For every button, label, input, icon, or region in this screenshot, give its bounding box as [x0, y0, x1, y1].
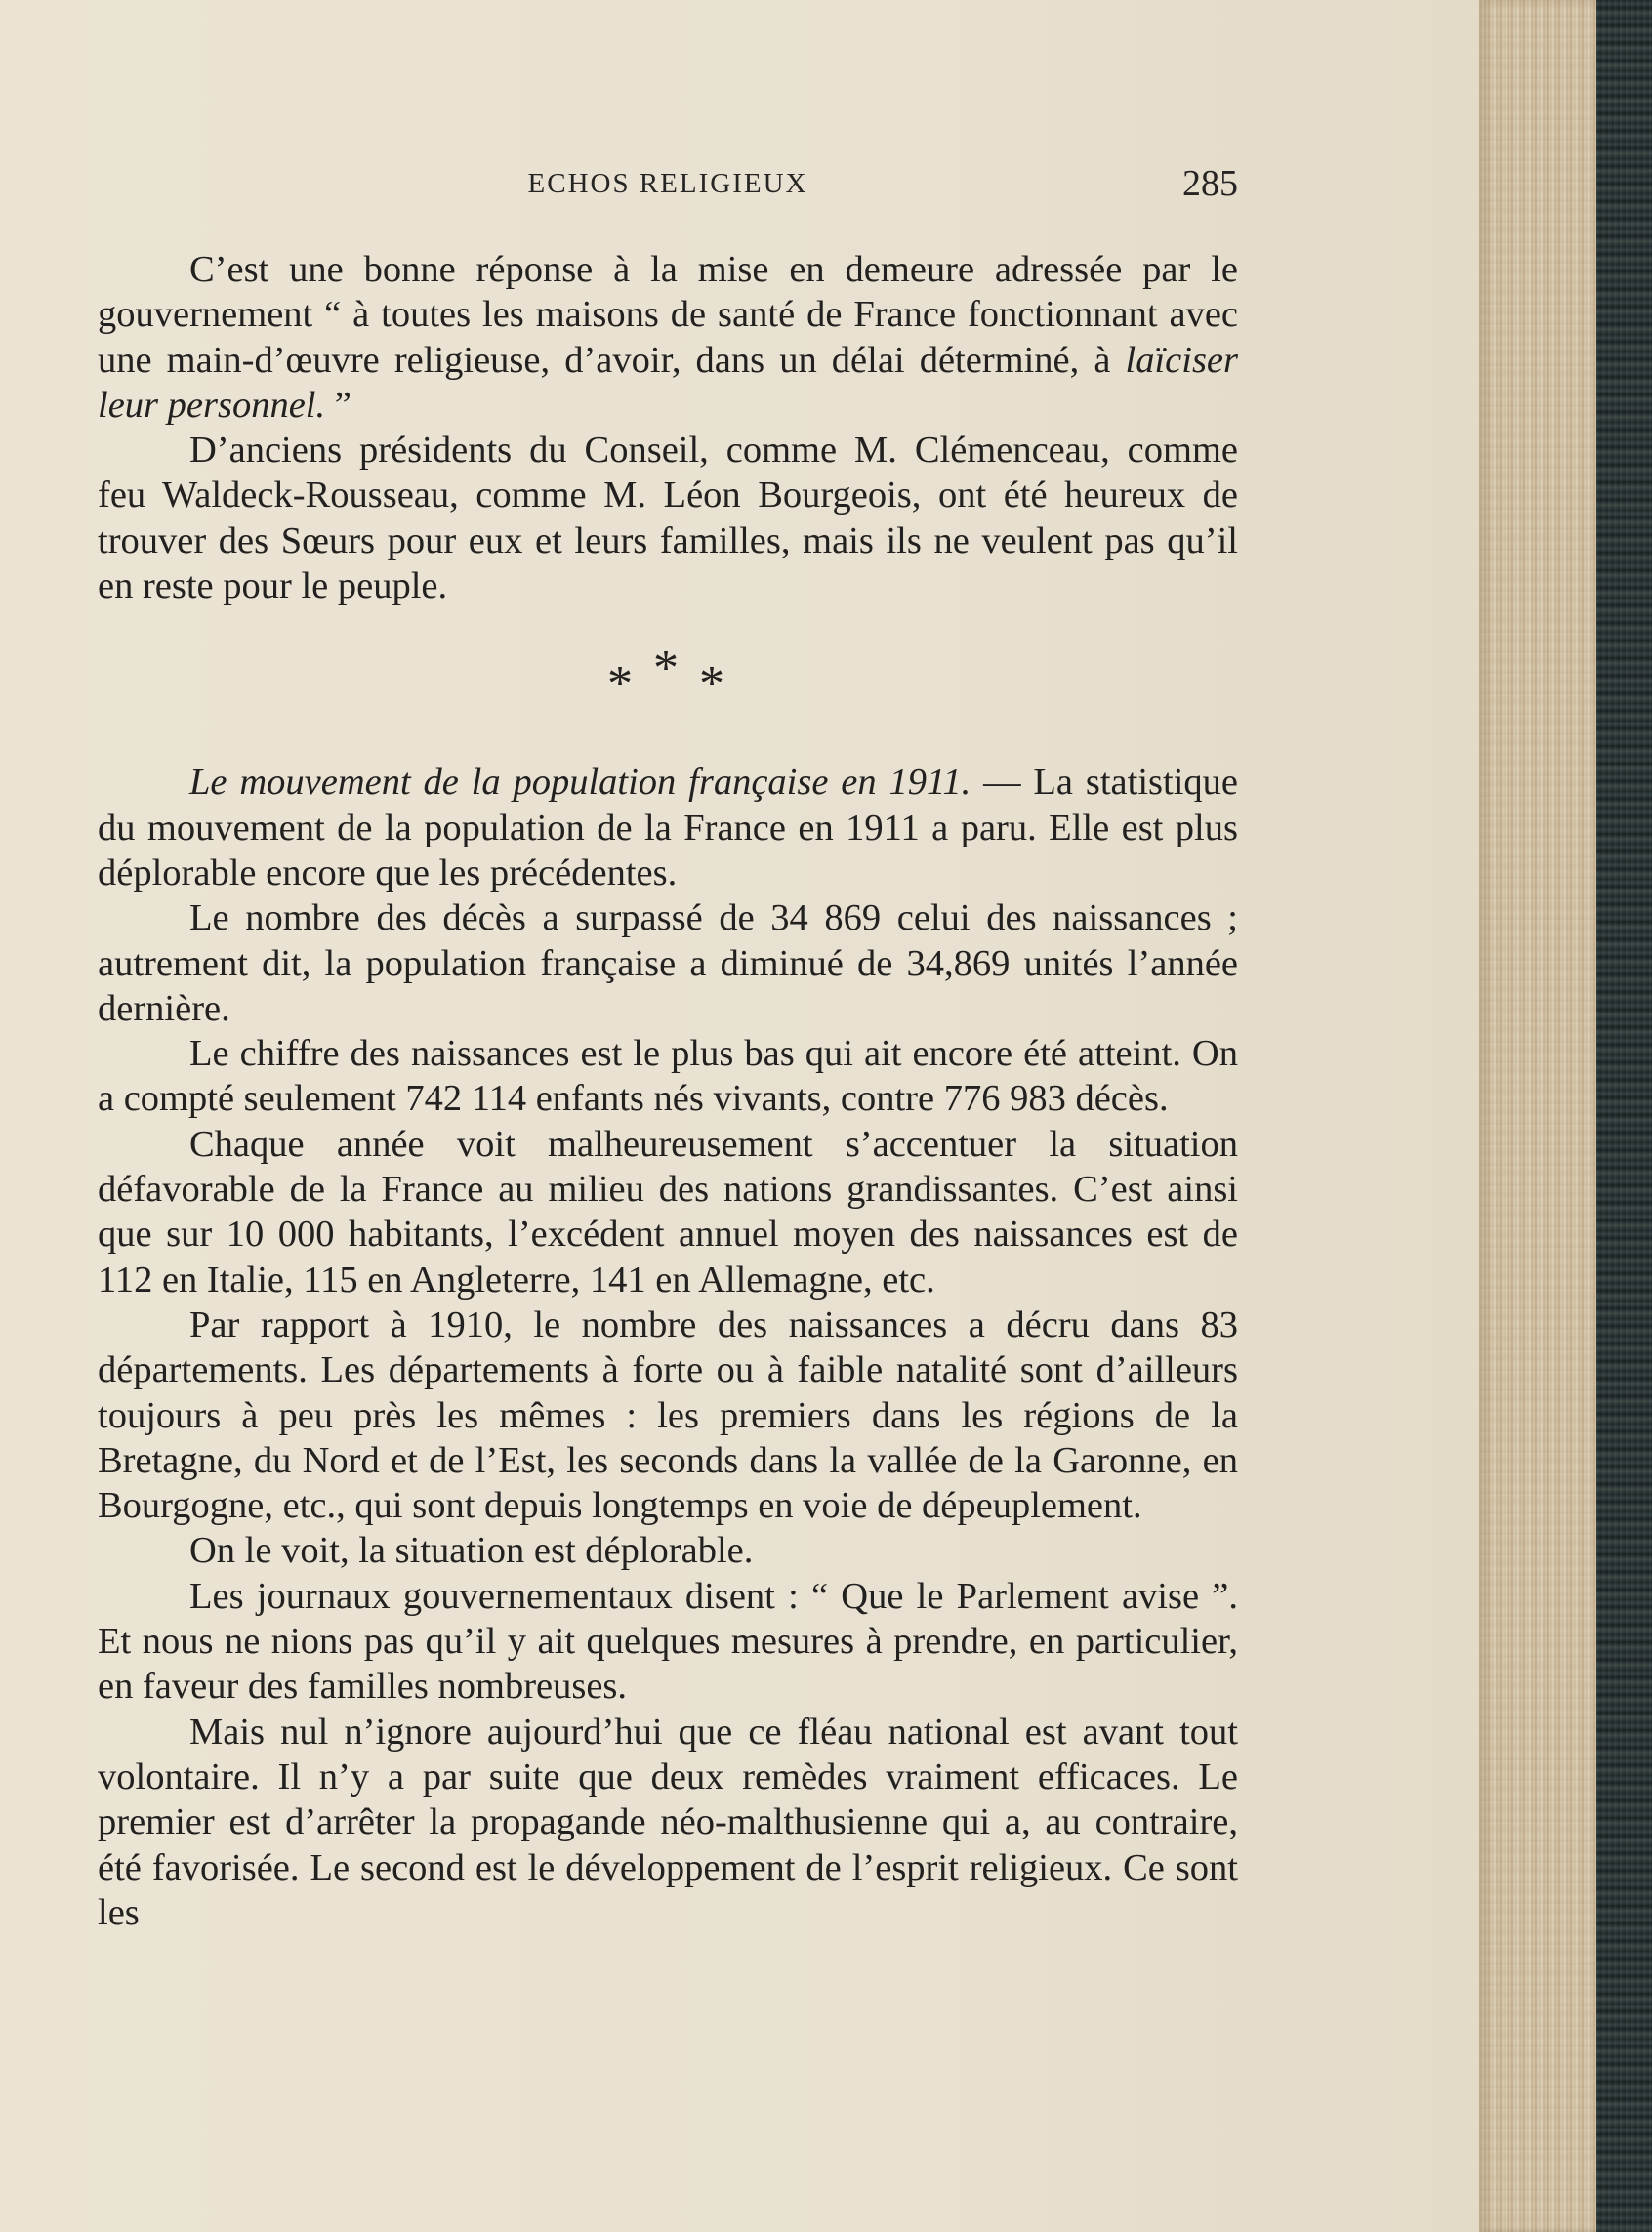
paragraph: Le nombre des décès a surpassé de 34 869 celui des naissances ; autrement dit, la population française a diminué de 34,869 unités l’année dernière.: [98, 897, 1238, 1029]
paragraph: Les journaux gouvernementaux disent : “ Que le Parlement avise ”. Et nous ne nions pas qu’il y ait quelques mesures à prendre, en particulier, en faveur des familles nombreuses.: [98, 1575, 1238, 1708]
paragraph: Mais nul n’ignore aujourd’hui que ce fléau national est avant tout volontaire. Il n’y a par suite que deux remèdes vraiment efficaces. Le premier est d’arrêter la propagande néo-malthusienne qui a, au contraire, été favorisée. Le second est le développement de l’esprit religieux. Ce sont les: [98, 1711, 1238, 1933]
paragraph-text: — La statistique du mouvement de la population de la France en 1911 a paru. Elle est plus déplorable encore que les précédentes.: [98, 762, 1238, 893]
italic-phrase: laïciser leur personnel.: [98, 339, 1238, 426]
asterisk: *: [607, 656, 637, 713]
paragraph: [98, 247, 1238, 428]
asterisk: *: [699, 656, 728, 713]
paragraph: D’anciens présidents du Conseil, comme M. Clémenceau, comme feu Waldeck-Rousseau, comme M. Léon Bourgeois, ont été heureux de trouver des Sœurs pour eux et leurs familles, mais ils ne veulent pas qu’il en reste pour le peuple.: [98, 430, 1238, 607]
section-title: Le mouvement de la population française en 1911.: [189, 762, 971, 804]
page-edges: [1479, 0, 1596, 2232]
paragraph: On le voit, la situation est déplorable.: [189, 1530, 754, 1572]
page-number: 285: [1182, 163, 1238, 204]
paragraph: [98, 760, 1238, 895]
paragraph-text: C’est une bonne réponse à la mise en demeure adressée par le gouvernement “ à toutes les maisons de santé de France fonctionnant avec une main-d’œuvre religieuse, d’avoir, dans un délai déterminé, à: [98, 249, 1238, 381]
page-header: [98, 160, 1238, 209]
closing-quote: ”: [325, 384, 351, 426]
asterisk: *: [653, 641, 682, 697]
section-separator: [98, 608, 1238, 760]
paragraph: Par rapport à 1910, le nombre des naissances a décru dans 83 départements. Les départements à forte ou à faible natalité sont d’ailleurs toujours à peu près les mêmes : les premiers dans les régions de la Bretagne, du Nord et de l’Est, les seconds dans la vallée de la Garonne, en Bourgogne, etc., qui sont depuis longtemps en voie de dépeuplement.: [98, 1303, 1238, 1527]
paragraph: Le chiffre des naissances est le plus bas qui ait encore été atteint. On a compté seulement 742 114 enfants nés vivants, contre 776 983 décès.: [98, 1033, 1238, 1120]
body-text: [98, 247, 1238, 1935]
book-cover: [1596, 0, 1652, 2232]
running-head: ECHOS RELIGIEUX: [527, 168, 808, 199]
paragraph: Chaque année voit malheureusement s’accentuer la situation défavorable de la France au milieu des nations grandissantes. C’est ainsi que sur 10 000 habitants, l’excédent annuel moyen des naissances est de 112 en Italie, 115 en Angleterre, 141 en Allemagne, etc.: [98, 1123, 1238, 1301]
